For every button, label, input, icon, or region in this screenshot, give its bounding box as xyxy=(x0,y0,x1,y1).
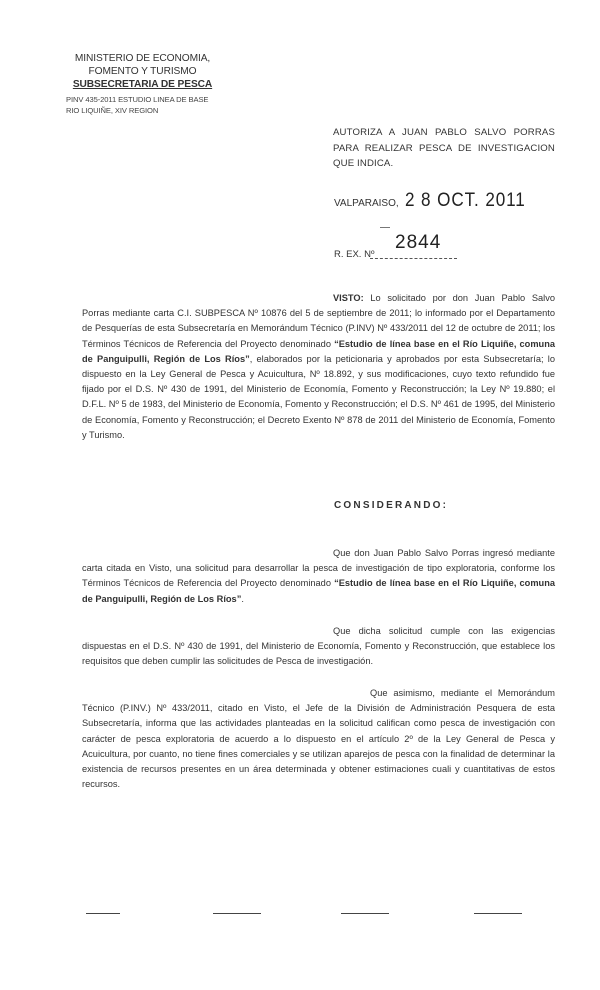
visto-text-2: , elaborados por la peticionaria y aprobados por esta Subsecretaría; lo dispuesto en la Ley General de Pesca y Acuicultura, Nº 18.892, y sus modificaciones, cuyo texto refundido fue fijado por el D.S. Nº 430 de 1991, del Ministerio de Economía, Fomento y Reconstrucción; la Ley Nº 19.880; el D.F.L. Nº 5 de 1983, del Ministerio de Economía, Fomento y Reconstrucción; el D.S. Nº 461 de 1995, del Ministerio de Economía, Fomento y Reconstrucción; el Decreto Exento Nº 878 de 2011 del Ministerio de Economía, Fomento y Turismo. xyxy=(82,353,555,440)
c1-project-name: “Estudio de línea base en el Río Liquiñe, comuna de Panguipulli, Región de Los Ríos” xyxy=(82,578,555,604)
initials-line-3 xyxy=(341,913,389,914)
considerando-paragraph-2: Que dicha solicitud cumple con las exigencias dispuestas en el D.S. Nº 430 de 1991, del Ministerio de Economía, Fomento y Reconstrucción, que establece los requisitos que deben cumplir las solicitudes de Pesca de investigación. xyxy=(82,626,555,667)
considerando-heading: CONSIDERANDO: xyxy=(334,500,449,511)
resolution-number-label: R. EX. Nº xyxy=(334,249,375,260)
initials-line-2 xyxy=(213,913,261,914)
date-stamp: 2 8 OCT. 2011 xyxy=(405,190,526,211)
file-reference xyxy=(66,94,208,116)
visto-project-name: “Estudio de línea base en el Río Liquiñe, comuna de Panguipulli, Región de Los Ríos” xyxy=(82,338,555,364)
c1-text-1: Que don Juan Pablo Salvo Porras ingresó mediante carta citada en Visto, una solicitud para desarrollar la pesca de investigación de tipo exploratoria, conforme los Términos Técnicos de Referencia del Proyecto denominado xyxy=(82,548,555,589)
resolution-number-line xyxy=(370,258,457,259)
initials-line-4 xyxy=(474,913,522,914)
initials-line-1 xyxy=(86,913,120,914)
subsecretaria-line: SUBSECRETARIA DE PESCA xyxy=(72,79,213,90)
visto-paragraph xyxy=(82,291,555,443)
ministry-line-2: FOMENTO Y TURISMO xyxy=(88,66,197,77)
ministry-header xyxy=(55,52,230,91)
handwritten-mark xyxy=(380,227,390,228)
resolution-number: 2844 xyxy=(395,232,442,253)
resolution-title: AUTORIZA A JUAN PABLO SALVO PORRAS PARA REALIZAR PESCA DE INVESTIGACION QUE INDICA. xyxy=(333,127,555,169)
considerando-paragraph-3: Que asimismo, mediante el Memorándum Técnico (P.INV.) Nº 433/2011, citado en Visto, el Jefe de la División de Administración Pesquera de esta Subsecretaría, informa que las actividades planteadas en la solicitud califican como pesca de investigación con carácter de pesca exploratoria de acuerdo a lo dispuesto en el artículo 2º de la Ley General de Pesca y Acuicultura, por cuanto, no tiene fines comerciales y se utilizan aparejos de pesca con la finalidad de determinar la existencia de recursos presentes en un área determinada y obtener estimaciones cuali y cuantitativas de estos recursos. xyxy=(82,688,555,790)
c1-text-2: . xyxy=(241,593,244,604)
file-reference-line-2: RIO LIQUIÑE, XIV REGION xyxy=(66,106,159,115)
file-reference-line-1: PINV 435-2011 ESTUDIO LINEA DE BASE xyxy=(66,95,209,104)
visto-text-1: Lo solicitado por don Juan Pablo Salvo Porras mediante carta C.I. SUBPESCA Nº 10876 del 5 de septiembre de 2011; lo informado por el Departamento de Pesquerías de esta Subsecretaría en Memorándum Técnico (P.INV) Nº 433/2011 del 12 de octubre de 2011; los Términos Técnicos de Referencia del Proyecto denominado xyxy=(82,293,555,349)
considerando-paragraph-1 xyxy=(82,546,555,607)
place-label: VALPARAISO, xyxy=(334,198,399,209)
visto-label: VISTO: xyxy=(333,293,364,303)
ministry-line-1: MINISTERIO DE ECONOMIA, xyxy=(74,53,211,64)
